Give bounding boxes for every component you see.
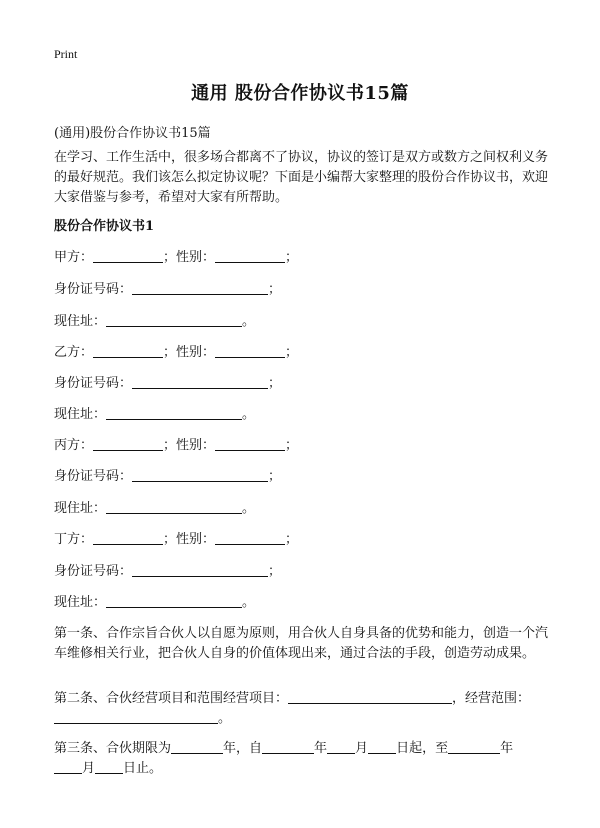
id-blank[interactable] [132, 562, 268, 577]
name-blank[interactable] [93, 343, 163, 358]
row-end: ； [285, 532, 299, 547]
address-label: 现住址： [54, 407, 107, 422]
id-label: 身份证号码： [54, 376, 133, 391]
print-link[interactable]: Print [54, 47, 78, 61]
id-label: 身份证号码： [54, 469, 133, 484]
name-blank[interactable] [93, 530, 163, 545]
party-name-label: 丙方： [54, 438, 94, 453]
address-blank[interactable] [106, 593, 242, 608]
row-end: ； [268, 376, 282, 391]
row-end: ； [285, 250, 299, 265]
sex-blank[interactable] [215, 436, 285, 451]
party-d-name-row [54, 530, 298, 550]
row-end: ； [285, 438, 299, 453]
party-a-name-row [54, 248, 298, 268]
row-end: ； [268, 564, 282, 579]
id-label: 身份证号码： [54, 282, 133, 297]
start-month-blank[interactable] [327, 739, 355, 754]
end-day-blank[interactable] [95, 759, 123, 774]
article-3-month1: 月 [355, 741, 369, 756]
project-blank[interactable] [288, 689, 452, 704]
address-label: 现住址： [54, 314, 107, 329]
article-2-prefix: 第二条、合伙经营项目和范围经营项目： [54, 691, 289, 706]
party-c-id-row [54, 467, 281, 487]
address-blank[interactable] [106, 405, 242, 420]
party-d-id-row [54, 562, 281, 582]
scope-blank[interactable] [54, 709, 218, 724]
article-3-year1: 年，自 [223, 741, 263, 756]
document-title: 通用 股份合作协议书15篇 [191, 83, 409, 104]
row-end: 。 [242, 595, 256, 610]
name-blank[interactable] [93, 436, 163, 451]
article-3-day-from: 日起，至 [396, 741, 449, 756]
party-name-label: 乙方： [54, 345, 94, 360]
row-end: 。 [242, 314, 256, 329]
name-blank[interactable] [93, 248, 163, 263]
party-a-address-row [54, 312, 255, 332]
end-year-blank[interactable] [448, 739, 500, 754]
id-label: 身份证号码： [54, 564, 133, 579]
article-2 [54, 689, 554, 729]
intro-paragraph: 在学习、工作生活中，很多场合都离不了协议，协议的签订是双方或数方之间权利义务的最好规范。我们该怎么拟定协议呢？下面是小编帮大家整理的股份合作协议书，欢迎大家借鉴与参考，希望对大家有所帮助。 [54, 150, 549, 205]
term-years-blank[interactable] [171, 739, 223, 754]
row-end: 。 [242, 407, 256, 422]
section-title: 股份合作协议书1 [54, 219, 155, 234]
article-3-month2: 月 [82, 761, 96, 776]
article-3 [54, 739, 554, 779]
party-d-address-row [54, 593, 255, 613]
address-label: 现住址： [54, 595, 107, 610]
party-c-name-row [54, 436, 298, 456]
sex-blank[interactable] [215, 248, 285, 263]
id-blank[interactable] [132, 467, 268, 482]
article-1: 第一条、合作宗旨合伙人以自愿为原则，用合伙人自身具备的优势和能力，创造一个汽车维修相关行业，把合伙人自身的价值体现出来，通过合法的手段，创造劳动成果。 [54, 626, 549, 661]
sex-label: ；性别： [163, 345, 216, 360]
article-3-day-end: 日止。 [123, 761, 163, 776]
party-name-label: 甲方： [54, 250, 94, 265]
sex-blank[interactable] [215, 530, 285, 545]
document-subtitle: (通用)股份合作协议书15篇 [54, 126, 211, 141]
party-b-name-row [54, 343, 298, 363]
start-day-blank[interactable] [368, 739, 396, 754]
id-blank[interactable] [132, 374, 268, 389]
article-2-end: 。 [218, 711, 232, 726]
start-year-blank[interactable] [262, 739, 314, 754]
address-blank[interactable] [106, 499, 242, 514]
id-blank[interactable] [132, 280, 268, 295]
party-name-label: 丁方： [54, 532, 94, 547]
sex-label: ；性别： [163, 250, 216, 265]
row-end: ； [268, 469, 282, 484]
party-a-id-row [54, 280, 281, 300]
article-3-prefix: 第三条、合伙期限为 [54, 741, 172, 756]
row-end: ； [285, 345, 299, 360]
row-end: ； [268, 282, 282, 297]
sex-blank[interactable] [215, 343, 285, 358]
party-c-address-row [54, 499, 255, 519]
party-b-address-row [54, 405, 255, 425]
article-3-year2: 年 [314, 741, 328, 756]
address-label: 现住址： [54, 501, 107, 516]
end-month-blank[interactable] [54, 759, 82, 774]
article-2-mid: ，经营范围： [452, 691, 531, 706]
address-blank[interactable] [106, 312, 242, 327]
row-end: 。 [242, 501, 256, 516]
party-b-id-row [54, 374, 281, 394]
sex-label: ；性别： [163, 438, 216, 453]
article-3-year3: 年 [500, 741, 514, 756]
sex-label: ；性别： [163, 532, 216, 547]
